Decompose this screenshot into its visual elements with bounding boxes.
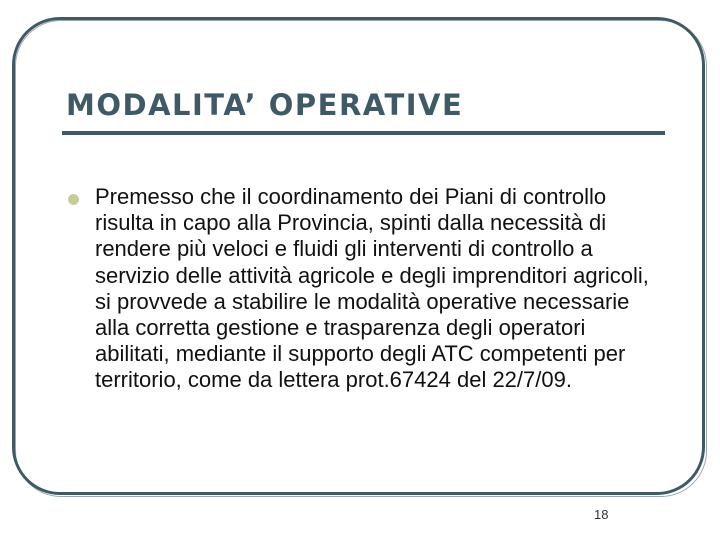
slide-title: MODALITA’ OPERATIVE xyxy=(66,88,464,122)
bullet-text: Premesso che il coordinamento dei Piani di controllo risulta in capo alla Provincia, spinti dalla necessità di rendere più veloci e fluidi gli interventi di controllo a servizio delle attività agricole e degli imprenditori agricoli, si provvede a stabilire le modalità operative necessarie alla corretta gestione e trasparenza degli operatori abilitati, mediante il supporto degli ATC competenti per territorio, come da lettera prot.67424 del 22/7/09. xyxy=(95,184,649,393)
bullet-dot-icon xyxy=(68,194,79,205)
title-underline xyxy=(62,131,665,135)
page-number: 18 xyxy=(594,507,609,522)
